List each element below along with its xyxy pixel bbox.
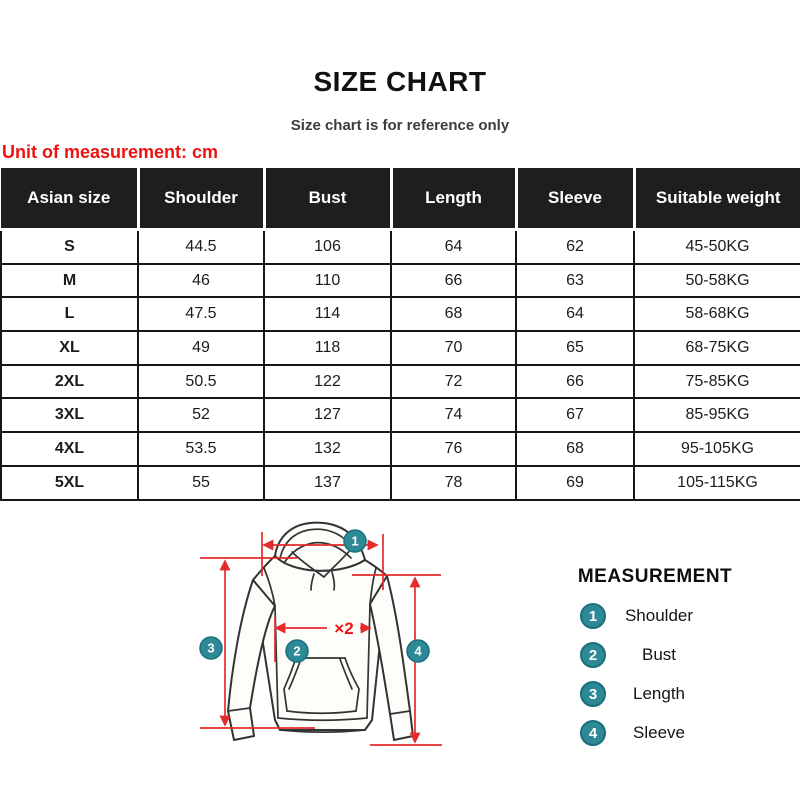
column-header: Length bbox=[391, 168, 516, 230]
value-cell: 114 bbox=[264, 297, 391, 331]
table-row bbox=[1, 365, 800, 399]
value-cell: 132 bbox=[264, 432, 391, 466]
value-cell: 49 bbox=[138, 331, 264, 365]
table-row bbox=[1, 466, 800, 500]
value-cell: 118 bbox=[264, 331, 391, 365]
table-row bbox=[1, 264, 800, 298]
value-cell: 47.5 bbox=[138, 297, 264, 331]
value-cell: 68 bbox=[391, 297, 516, 331]
value-cell: 78 bbox=[391, 466, 516, 500]
size-cell: 5XL bbox=[1, 466, 138, 500]
legend-label: Bust bbox=[641, 645, 677, 664]
value-cell: 66 bbox=[516, 365, 634, 399]
hoodie-drawing bbox=[228, 523, 413, 740]
legend-title: MEASUREMENT bbox=[577, 566, 733, 587]
value-cell: 137 bbox=[264, 466, 391, 500]
subtitle: Size chart is for reference only bbox=[290, 117, 510, 134]
size-cell: 2XL bbox=[1, 365, 138, 399]
number-badge: 1 bbox=[580, 603, 606, 629]
column-header: Shoulder bbox=[138, 168, 264, 230]
size-cell: L bbox=[1, 297, 138, 331]
badge-2-number: 2 bbox=[293, 643, 301, 659]
value-cell: 66 bbox=[391, 264, 516, 298]
table-header-row bbox=[1, 168, 800, 230]
value-cell: 50.5 bbox=[138, 365, 264, 399]
value-cell: 55 bbox=[138, 466, 264, 500]
legend-item bbox=[560, 603, 750, 629]
value-cell: 58-68KG bbox=[634, 297, 800, 331]
table-row bbox=[1, 331, 800, 365]
badge-4-number: 4 bbox=[414, 643, 422, 659]
measurement-legend bbox=[560, 566, 750, 759]
value-cell: 74 bbox=[391, 398, 516, 432]
value-cell: 52 bbox=[138, 398, 264, 432]
legend-items bbox=[560, 603, 750, 746]
size-table bbox=[0, 168, 800, 501]
value-cell: 62 bbox=[516, 230, 634, 264]
value-cell: 75-85KG bbox=[634, 365, 800, 399]
column-header: Bust bbox=[264, 168, 391, 230]
legend-label: Length bbox=[633, 684, 685, 703]
value-cell: 64 bbox=[391, 230, 516, 264]
value-cell: 95-105KG bbox=[634, 432, 800, 466]
size-cell: XL bbox=[1, 331, 138, 365]
value-cell: 53.5 bbox=[138, 432, 264, 466]
value-cell: 44.5 bbox=[138, 230, 264, 264]
legend-label: Sleeve bbox=[633, 723, 685, 742]
legend-item bbox=[560, 642, 750, 668]
legend-label: Shoulder bbox=[624, 606, 694, 625]
table-row bbox=[1, 297, 800, 331]
value-cell: 127 bbox=[264, 398, 391, 432]
value-cell: 76 bbox=[391, 432, 516, 466]
value-cell: 67 bbox=[516, 398, 634, 432]
unit-of-measurement-note: Unit of measurement: cm bbox=[2, 142, 219, 162]
size-table-body bbox=[1, 230, 800, 500]
value-cell: 69 bbox=[516, 466, 634, 500]
value-cell: 105-115KG bbox=[634, 466, 800, 500]
table-row bbox=[1, 398, 800, 432]
value-cell: 85-95KG bbox=[634, 398, 800, 432]
size-cell: M bbox=[1, 264, 138, 298]
column-header: Suitable weight bbox=[634, 168, 800, 230]
number-badge: 3 bbox=[580, 681, 606, 707]
value-cell: 110 bbox=[264, 264, 391, 298]
value-cell: 50-58KG bbox=[634, 264, 800, 298]
value-cell: 122 bbox=[264, 365, 391, 399]
value-cell: 45-50KG bbox=[634, 230, 800, 264]
legend-item bbox=[560, 720, 750, 746]
value-cell: 64 bbox=[516, 297, 634, 331]
value-cell: 72 bbox=[391, 365, 516, 399]
value-cell: 65 bbox=[516, 331, 634, 365]
value-cell: 63 bbox=[516, 264, 634, 298]
badge-3-number: 3 bbox=[207, 640, 215, 656]
table-row bbox=[1, 230, 800, 264]
column-header: Sleeve bbox=[516, 168, 634, 230]
bust-multiplier-label: ×2 bbox=[334, 619, 354, 638]
column-header: Asian size bbox=[1, 168, 138, 230]
number-badge: 2 bbox=[580, 642, 606, 668]
value-cell: 46 bbox=[138, 264, 264, 298]
size-cell: 4XL bbox=[1, 432, 138, 466]
value-cell: 106 bbox=[264, 230, 391, 264]
value-cell: 68-75KG bbox=[634, 331, 800, 365]
hoodie-measurement-diagram bbox=[180, 518, 480, 798]
size-cell: 3XL bbox=[1, 398, 138, 432]
number-badge: 4 bbox=[580, 720, 606, 746]
table-row bbox=[1, 432, 800, 466]
page-title: SIZE CHART bbox=[313, 66, 487, 97]
value-cell: 68 bbox=[516, 432, 634, 466]
legend-item bbox=[560, 681, 750, 707]
size-cell: S bbox=[1, 230, 138, 264]
badge-1-number: 1 bbox=[351, 533, 359, 549]
value-cell: 70 bbox=[391, 331, 516, 365]
